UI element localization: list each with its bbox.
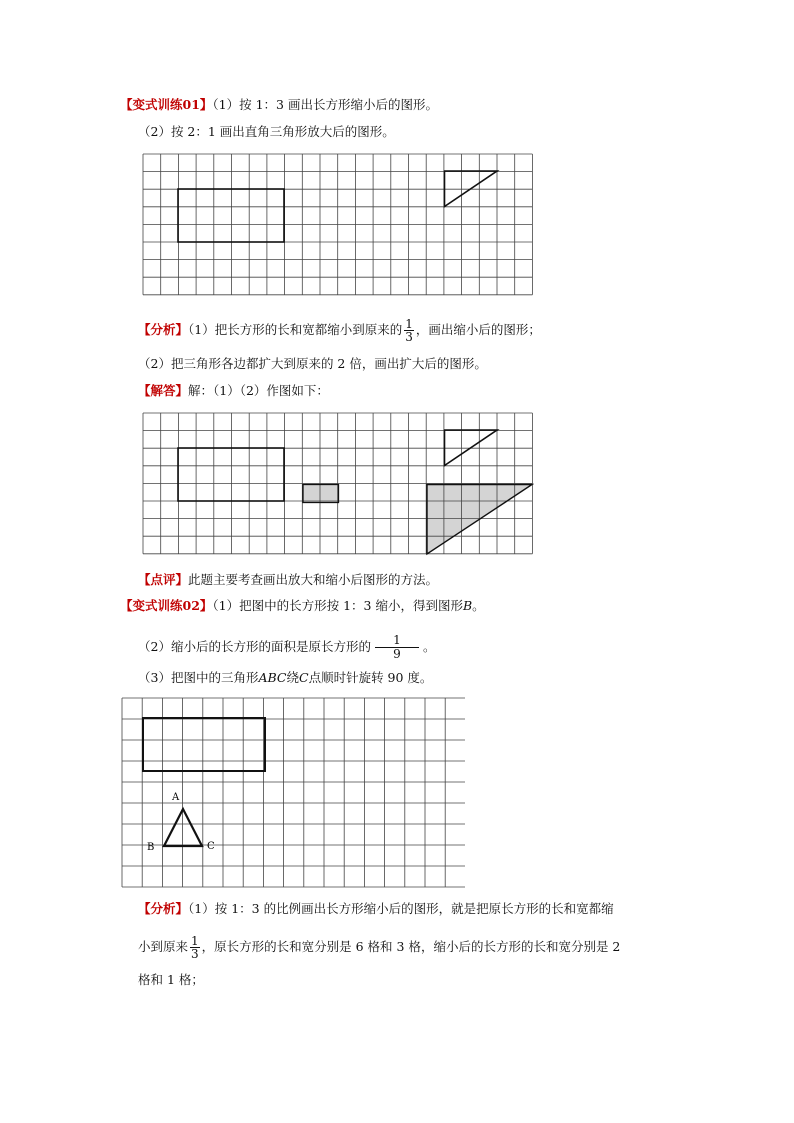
ex2-q3-var2: C [299,670,309,685]
ex2-analysis-tag: 【分析】 [138,901,189,916]
ex1-question-1 [120,97,438,113]
original-rectangle [143,718,265,771]
vertex-label-a: A [172,792,180,803]
fraction-denominator: 9 [375,647,419,661]
ex2-q3-post: 点顺时针旋转 90 度。 [308,670,433,685]
ex2-analysis-1 [138,901,614,917]
fraction-numerator: 1 [405,317,413,331]
ex2-q3-pre: （3）把图中的三角形 [138,670,259,685]
ex2-a1-line1: （1）按 1：3 的比例画出长方形缩小后的图形，就是把原长方形的长和宽都缩 [188,901,614,916]
fraction-numerator: 1 [393,633,401,647]
fraction-one-third [190,935,200,960]
ex2-question-1 [120,598,485,614]
original-right-triangle [445,171,498,207]
ex2-analysis-2 [138,935,620,960]
grid-lines [143,154,532,295]
vertex-label-c: C [207,841,215,852]
vertex-label-b: B [147,842,155,853]
ex1-comment-tag: 【点评】 [138,572,189,587]
ex1-question-2: （2）按 2：1 画出直角三角形放大后的图形。 [138,124,395,139]
ex2-a1-line2-pre: 小到原来 [138,939,189,954]
answer-fraction-one-ninth [375,634,419,661]
ex1-a1-post: ，画出缩小后的图形； [415,322,541,337]
ex2-question-grid [120,696,465,893]
ex1-comment [138,572,438,588]
grid-lines [143,413,532,554]
ex2-q3-mid: 绕 [286,670,299,685]
ex2-analysis-3: 格和 1 格； [138,972,204,987]
ex1-a1-pre: （1）把长方形的长和宽都缩小到原来的 [188,322,403,337]
ex2-q1-post: 。 [472,598,485,613]
triangle-abc [164,809,202,846]
original-rectangle [178,448,284,501]
ex2-q1-pre: （1）把图中的长方形按 1：3 缩小，得到图形 [212,598,463,613]
ex1-comment-text: 此题主要考查画出放大和缩小后图形的方法。 [188,572,439,587]
ex1-analysis-tag: 【分析】 [138,322,189,337]
ex1-answer-text: 解：（1）（2）作图如下： [188,383,329,398]
fraction-denominator: 3 [405,330,413,344]
ex2-tag: 【变式训练02】 [120,598,213,613]
ex2-q3-var1: ABC [258,670,287,685]
original-rectangle [178,189,284,242]
fraction-denominator: 3 [191,947,199,961]
ex2-a1-line2-post: ，原长方形的长和宽分别是 6 格和 3 格，缩小后的长方形的长和宽分别是 2 [201,939,621,954]
original-right-triangle [445,430,498,466]
ex1-answer-tag: 【解答】 [138,383,189,398]
ex1-question-grid [142,153,534,298]
ex2-question-2 [138,634,435,661]
ex2-q2-pre: （2）缩小后的长方形的面积是原长方形的 [138,639,371,654]
ex1-analysis-2: （2）把三角形各边都扩大到原来的 2 倍，画出扩大后的图形。 [138,356,487,371]
fraction-one-third [404,318,414,343]
ex1-answer [138,383,329,399]
ex1-tag: 【变式训练01】 [120,97,213,112]
fraction-numerator: 1 [191,934,199,948]
reduced-rectangle-fill [303,485,339,503]
ex2-q2-post: 。 [422,639,436,654]
ex1-answer-grid [142,412,534,557]
ex2-question-3 [138,670,432,686]
ex1-q1-text: （1）按 1：3 画出长方形缩小后的图形。 [212,97,438,112]
ex1-analysis-1 [138,318,541,343]
ex2-q1-var: B [462,598,473,613]
